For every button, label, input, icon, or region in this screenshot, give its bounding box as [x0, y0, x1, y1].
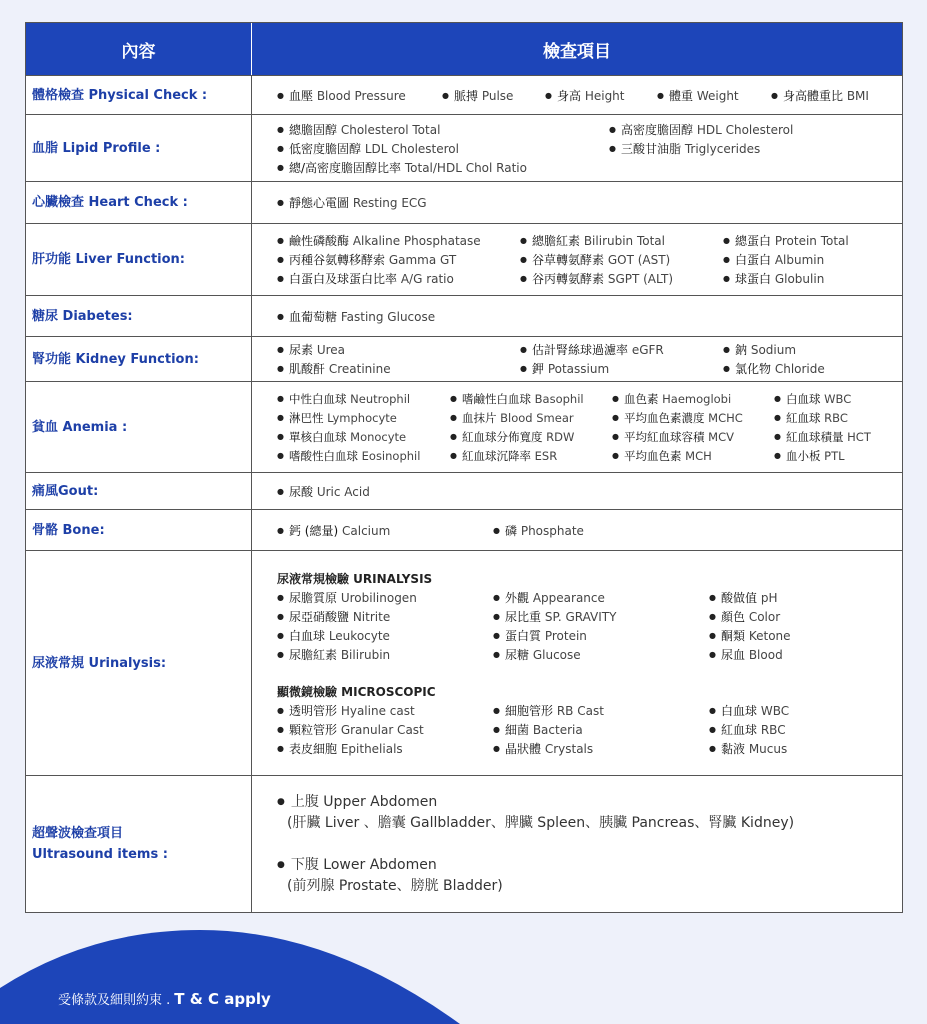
list-item: ● 血小板 PTL [774, 448, 845, 464]
list-item: ● 尿血 Blood [709, 646, 783, 663]
row-gout [26, 472, 902, 509]
list-item: ● 谷草轉氨酵素 GOT (AST) [520, 251, 723, 268]
list-item: ● 尿膽紅素 Bilirubin [277, 646, 493, 663]
footer-tc: T & C apply [174, 989, 271, 1008]
row-label: 體格檢查 Physical Check : [26, 76, 252, 114]
list-item: ● 表皮細胞 Epithelials [277, 740, 493, 757]
list-item: ● 尿比重 SP. GRAVITY [493, 608, 709, 625]
ultrasound-label-zh: 超聲波檢查項目 [32, 826, 124, 841]
row-heart [26, 181, 902, 223]
footer-banner-shape [0, 928, 460, 1024]
list-item: ● 尿酸 Uric Acid [277, 483, 370, 500]
row-label: 腎功能 Kidney Function: [26, 337, 252, 381]
list-item: ● 顆粒管形 Granular Cast [277, 721, 493, 738]
list-item: ● 紅血球 RBC [709, 721, 786, 738]
list-item: ● 紅血球分佈寬度 RDW [450, 429, 612, 445]
list-item: ● 身高體重比 BMI [771, 87, 869, 104]
urinalysis-subheading: 尿液常規檢驗 URINALYSIS [277, 571, 433, 586]
list-item: ● 低密度膽固醇 LDL Cholesterol [277, 140, 609, 157]
list-item: ● 總蛋白 Protein Total [723, 232, 849, 249]
list-item: ● 估計腎絲球過濾率 eGFR [520, 341, 723, 358]
row-label: 肝功能 Liver Function: [26, 224, 252, 295]
list-item: ● 脈搏 Pulse [442, 87, 545, 104]
list-item: ● 血壓 Blood Pressure [277, 87, 442, 104]
list-item: ● 酸做值 pH [709, 589, 777, 606]
list-item: ● 尿糖 Glucose [493, 646, 709, 663]
table-header [26, 23, 902, 75]
list-item: ● 細胞管形 RB Cast [493, 702, 709, 719]
list-item: ● 體重 Weight [657, 87, 771, 104]
list-item: ● 嗜鹼性白血球 Basophil [450, 391, 612, 407]
list-item: ● 丙種谷氨轉移酵索 Gamma GT [277, 251, 520, 268]
row-anemia [26, 381, 902, 472]
row-urinalysis [26, 550, 902, 775]
list-item: ● 中性白血球 Neutrophil [277, 391, 450, 407]
list-item: ● 球蛋白 Globulin [723, 270, 824, 287]
list-item: ● 蛋白質 Protein [493, 627, 709, 644]
list-item: ● 平均血色素濃度 MCHC [612, 410, 774, 426]
list-item: ● 靜態心電圖 Resting ECG [277, 194, 427, 211]
row-diabetes [26, 295, 902, 336]
list-item: ● 外觀 Appearance [493, 589, 709, 606]
list-item: ● 血色素 Haemoglobi [612, 391, 774, 407]
row-lipid [26, 114, 902, 181]
footer-note [58, 989, 271, 1008]
row-label: 糖尿 Diabetes: [26, 296, 252, 336]
list-item: ● 單核白血球 Monocyte [277, 429, 450, 445]
row-label: 痛風Gout: [26, 473, 252, 509]
upper-abdomen: ● 上腹 Upper Abdomen [277, 792, 902, 813]
list-item: ● 鈣 (總量) Calcium [277, 522, 493, 539]
list-item: ● 紅血球 RBC [774, 410, 848, 426]
list-item: ● 晶狀體 Crystals [493, 740, 709, 757]
header-items: 檢查項目 [543, 41, 611, 62]
list-item: ● 尿膽質原 Urobilinogen [277, 589, 493, 606]
list-item: ● 白蛋白及球蛋白比率 A/G ratio [277, 270, 520, 287]
list-item: ● 顏色 Color [709, 608, 780, 625]
list-item: ● 血抹片 Blood Smear [450, 410, 612, 426]
list-item: ● 白蛋白 Albumin [723, 251, 824, 268]
list-item: ● 鈉 Sodium [723, 341, 796, 358]
list-item: ● 尿素 Urea [277, 341, 520, 358]
list-item: ● 透明管形 Hyaline cast [277, 702, 493, 719]
row-label: 心臟檢查 Heart Check : [26, 182, 252, 223]
list-item: ● 三酸甘油脂 Triglycerides [609, 140, 760, 157]
list-item: ● 肌酸酐 Creatinine [277, 360, 520, 377]
row-label: 貧血 Anemia : [26, 382, 252, 472]
list-item: ● 淋巴性 Lymphocyte [277, 410, 450, 426]
row-label: 血脂 Lipid Profile : [26, 115, 252, 181]
row-label [26, 776, 252, 912]
ultrasound-label-en: Ultrasound items : [32, 847, 168, 862]
list-item: ● 磷 Phosphate [493, 522, 584, 539]
list-item: ● 酮類 Ketone [709, 627, 791, 644]
row-label: 尿液常規 Urinalysis: [26, 551, 252, 775]
list-item: ● 紅血球積量 HCT [774, 429, 871, 445]
list-item: ● 鹼性磷酸酶 Alkaline Phosphatase [277, 232, 520, 249]
lower-abdomen: ● 下腹 Lower Abdomen [277, 855, 902, 876]
list-item: ● 黏液 Mucus [709, 740, 787, 757]
list-item: ● 總/高密度膽固醇比率 Total/HDL Chol Ratio [277, 159, 527, 176]
list-item: ● 白血球 Leukocyte [277, 627, 493, 644]
row-physical [26, 75, 902, 114]
list-item: ● 氯化物 Chloride [723, 360, 825, 377]
row-label: 骨骼 Bone: [26, 510, 252, 550]
list-item: ● 嗜酸性白血球 Eosinophil [277, 448, 450, 464]
list-item: ● 細菌 Bacteria [493, 721, 709, 738]
list-item: ● 血葡萄糖 Fasting Glucose [277, 308, 435, 325]
list-item: ● 身高 Height [545, 87, 657, 104]
list-item: ● 鉀 Potassium [520, 360, 723, 377]
upper-abdomen-detail: (肝臟 Liver 、膽囊 Gallbladder、脾臟 Spleen、胰臟 Pancreas、腎臟 Kidney) [287, 814, 795, 831]
list-item: ● 谷丙轉氨酵素 SGPT (ALT) [520, 270, 723, 287]
list-item: ● 總膽紅素 Bilirubin Total [520, 232, 723, 249]
row-liver [26, 223, 902, 295]
list-item: ● 總膽固醇 Cholesterol Total [277, 121, 609, 138]
list-item: ● 高密度膽固醇 HDL Cholesterol [609, 121, 793, 138]
lower-abdomen-detail: (前列腺 Prostate、膀胱 Bladder) [287, 877, 503, 894]
list-item: ● 紅血球沉降率 ESR [450, 448, 612, 464]
list-item: ● 平均紅血球容積 MCV [612, 429, 774, 445]
microscopic-subheading: 顯微鏡檢驗 MICROSCOPIC [277, 684, 436, 699]
checkup-table [25, 22, 903, 913]
list-item: ● 白血球 WBC [709, 702, 789, 719]
row-kidney [26, 336, 902, 381]
list-item: ● 白血球 WBC [774, 391, 851, 407]
row-ultrasound [26, 775, 902, 912]
header-content: 內容 [26, 23, 252, 75]
footer-terms-zh: 受條款及細則約束 . [58, 993, 171, 1008]
row-bone [26, 509, 902, 550]
list-item: ● 尿亞硝酸鹽 Nitrite [277, 608, 493, 625]
list-item: ● 平均血色素 MCH [612, 448, 774, 464]
